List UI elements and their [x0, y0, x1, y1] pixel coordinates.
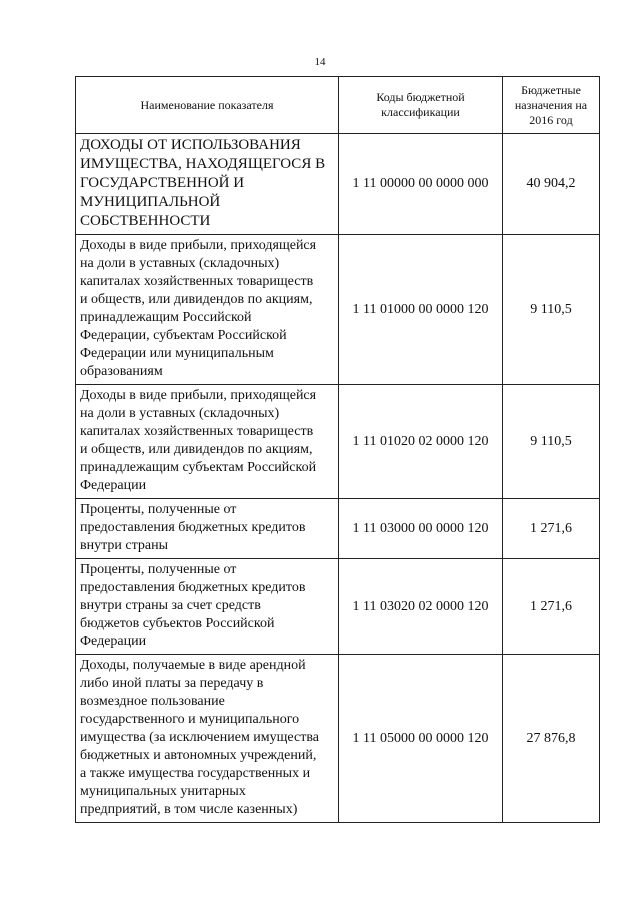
table-row — [76, 499, 600, 559]
indicator-name-line: муниципальных унитарных — [80, 784, 246, 799]
indicator-name-line: Федерации, субъектам Российской — [80, 328, 287, 343]
indicator-name-cell — [76, 559, 339, 655]
indicator-name-line: либо иной платы за передачу в — [80, 676, 264, 691]
table-row — [76, 235, 600, 385]
budget-amount-cell: 27 876,8 — [503, 655, 600, 823]
indicator-name-cell — [76, 655, 339, 823]
header-row — [76, 77, 600, 134]
header-amount-line: 2016 год — [529, 112, 573, 127]
budget-amount-cell: 9 110,5 — [503, 385, 600, 499]
page-number: 14 — [314, 56, 326, 68]
header-amount-line: Бюджетные — [521, 82, 581, 97]
indicator-name-line: предоставления бюджетных кредитов — [80, 520, 306, 535]
header-code-line: Коды бюджетной — [376, 90, 465, 104]
indicator-name-line: ИМУЩЕСТВА, НАХОДЯЩЕГОСЯ В — [80, 156, 326, 172]
indicator-name-line: Федерации — [80, 478, 147, 493]
indicator-name-line: на доли в уставных (складочных) — [80, 406, 280, 421]
indicator-name-line: на доли в уставных (складочных) — [80, 256, 280, 271]
classification-code-cell: 1 11 01020 02 0000 120 — [339, 385, 503, 499]
indicator-name-cell — [76, 134, 339, 235]
indicator-name-cell — [76, 499, 339, 559]
indicator-name-line: внутри страны за счет средств — [80, 598, 261, 613]
table-row — [76, 385, 600, 499]
indicator-name-line: и обществ, или дивидендов по акциям, — [80, 442, 313, 457]
classification-code-cell: 1 11 01000 00 0000 120 — [339, 235, 503, 385]
header-amount — [503, 77, 600, 134]
budget-amount-cell: 1 271,6 — [503, 559, 600, 655]
classification-code-cell: 1 11 05000 00 0000 120 — [339, 655, 503, 823]
indicator-name-cell — [76, 235, 339, 385]
indicator-name-line: предоставления бюджетных кредитов — [80, 580, 306, 595]
header-code-line: классификации — [381, 105, 460, 119]
indicator-name-line: СОБСТВЕННОСТИ — [80, 213, 211, 229]
indicator-name-line: ДОХОДЫ ОТ ИСПОЛЬЗОВАНИЯ — [80, 137, 301, 153]
indicator-name-line: принадлежащим Российской — [80, 310, 252, 325]
indicator-name-line: бюджетных и автономных учреждений, — [80, 748, 317, 763]
budget-amount-cell: 40 904,2 — [503, 134, 600, 235]
classification-code-cell: 1 11 00000 00 0000 000 — [339, 134, 503, 235]
header-amount-line: назначения на — [514, 97, 588, 112]
table-row — [76, 134, 600, 235]
indicator-name-line: ГОСУДАРСТВЕННОЙ И — [80, 175, 245, 191]
indicator-name-line: капиталах хозяйственных товариществ — [80, 424, 314, 439]
indicator-name-line: капиталах хозяйственных товариществ — [80, 274, 314, 289]
budget-amount-cell: 9 110,5 — [503, 235, 600, 385]
indicator-name-line: имущества (за исключением имущества — [80, 730, 319, 745]
header-code — [339, 77, 503, 134]
indicator-name-line: внутри страны — [80, 538, 168, 553]
indicator-name-line: Доходы в виде прибыли, приходящейся — [80, 238, 317, 253]
header-name-line: Наименование показателя — [140, 97, 274, 112]
header-name — [76, 77, 339, 134]
budget-table — [75, 76, 600, 823]
indicator-name-line: принадлежащим субъектам Российской — [80, 460, 317, 475]
table-header — [76, 77, 600, 134]
table-row — [76, 559, 600, 655]
indicator-name-line: Проценты, полученные от — [80, 502, 237, 517]
table-row — [76, 655, 600, 823]
classification-code-cell: 1 11 03000 00 0000 120 — [339, 499, 503, 559]
classification-code-cell: 1 11 03020 02 0000 120 — [339, 559, 503, 655]
indicator-name-line: предприятий, в том числе казенных) — [80, 802, 298, 817]
indicator-name-line: а также имущества государственных и — [80, 766, 311, 781]
indicator-name-line: МУНИЦИПАЛЬНОЙ — [80, 194, 221, 210]
indicator-name-line: государственного и муниципального — [80, 712, 300, 727]
indicator-name-line: возмездное пользование — [80, 694, 225, 709]
indicator-name-line: образованиям — [80, 364, 163, 379]
indicator-name-line: Федерации или муниципальным — [80, 346, 274, 361]
table-body — [76, 134, 600, 823]
indicator-name-cell — [76, 385, 339, 499]
indicator-name-line: и обществ, или дивидендов по акциям, — [80, 292, 313, 307]
indicator-name-line: Проценты, полученные от — [80, 562, 237, 577]
indicator-name-line: Федерации — [80, 634, 147, 649]
indicator-name-line: Доходы в виде прибыли, приходящейся — [80, 388, 317, 403]
indicator-name-line: бюджетов субъектов Российской — [80, 616, 275, 631]
budget-amount-cell: 1 271,6 — [503, 499, 600, 559]
indicator-name-line: Доходы, получаемые в виде арендной — [80, 658, 306, 673]
